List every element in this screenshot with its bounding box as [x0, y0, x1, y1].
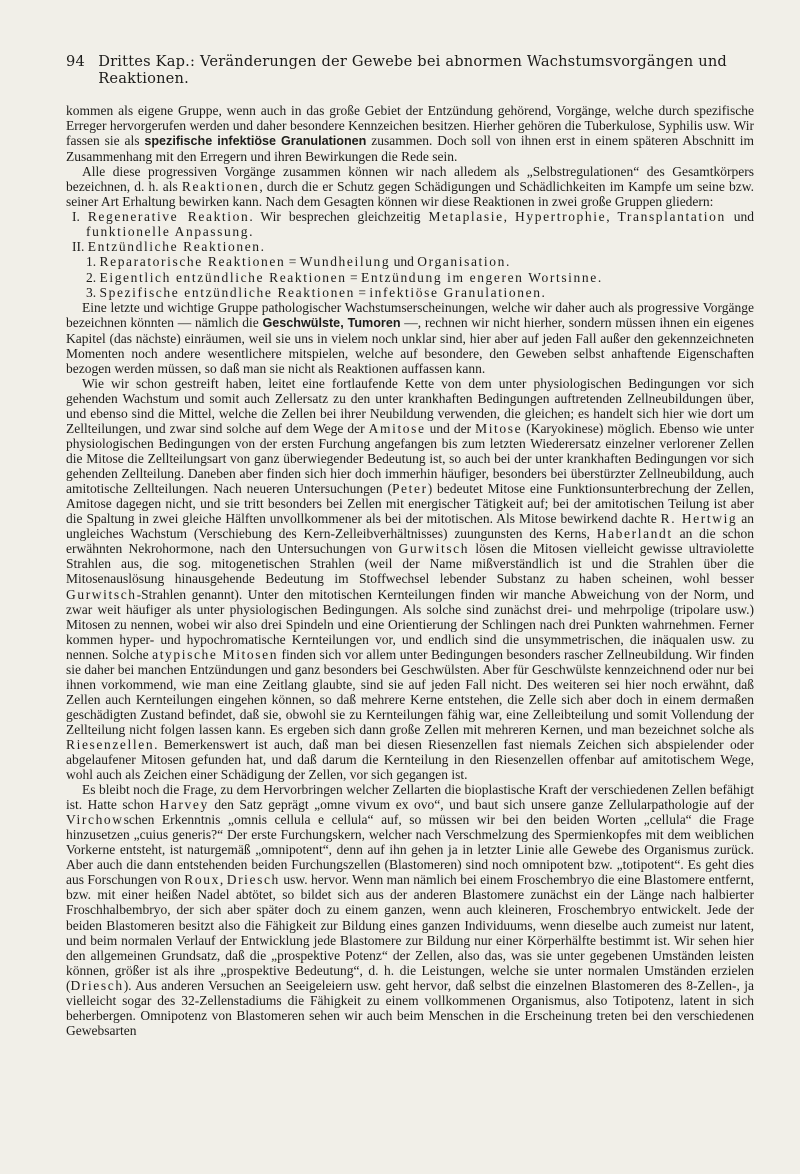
- spaced-term: Hypertrophie: [515, 209, 607, 225]
- spaced-term: Mitose: [475, 420, 523, 436]
- text-run: —, rechnen wir nicht hierher, sondern müssen ihnen ein eigenes Kapitel (das nächste) einräumen, weil sie uns in vielem noch unklar sind, hier aber auf jeden Fall außer den gekennzeichneten Momenten noch andere wesentlichere mitspielen, welche auf besondere, den Geweben selbst anhaftende Eigenschaften bezogen werden müssen, so daß man sie nicht als Reaktionen auffassen kann.: [66, 314, 754, 376]
- text-run: -Strahlen genannt). Unter den mitotischen Kernteilungen finden wir manche Abweichung von der Norm, und zwar weit häufiger als unter physiologischen Bedingungen. Als solche sind zunächst drei- und mehrpolige (tripolare usw.) Mitosen zu nennen, wobei wir also drei Spindeln und eine Orientierung der Schlingen nach drei Punkten wahrnehmen. Ferner kommen hyper- und hypochromatische Kernteilungen vor, und endlich sind die unsymmetrischen, die inäqualen usw. zu nennen. Solche: [66, 586, 754, 662]
- spaced-term: Riesenzellen: [66, 736, 155, 752]
- text-run: den Satz geprägt „omne vivum ex ovo“, und baut sich unsere ganze Zellularpathologie auf der: [208, 797, 754, 813]
- text-run: =: [354, 284, 370, 300]
- text-run: finden sich vor allem unter Bedingungen besonders rascher Zellneubildung. Wir finden sie daher bei manchen Entzündungen und ganz besonders bei Geschwülsten. Aber für Geschwülste kennzeichnend oder nur bei ihnen vorkommend, wie man eine Zeitlang glaubte, sind sie auf jeden Fall nicht. Des weiteren sei hier noch erwähnt, daß Zellen auch Kernteilungen eingehen können, so daß mehrere Kerne entstehen, die Zelle sich aber doch in einem dermaßen geschädigten Zustand befindet, daß sie, obwohl sie zu Kernteilungen fähig war, eine Zelleibteilung und somit Vollendung der Zellteilung nicht folgen lassen kann. Es ergeben sich dann große Zellen mit mehreren Kernen, und man bezeichnet solche als: [66, 646, 754, 737]
- running-header: [66, 53, 746, 87]
- body-text: [66, 103, 754, 1038]
- spaced-term: Transplantation: [617, 209, 726, 225]
- spaced-term: Spezifische entzündliche Reaktionen: [99, 284, 355, 300]
- text-run: zusammen. Doch soll von ihnen erst in einem späteren Abschnitt im Zusammenhang mit den Erregern und ihren Bewirkungen die Rede sein.: [66, 133, 755, 165]
- text-run: Eine letzte und wichtige Gruppe pathologischer Wachstumserscheinungen, welche wir daher auch als progressive Vorgänge bezeichnen könnten — nämlich die: [66, 299, 754, 330]
- text-run: ). Aus anderen Versuchen an Seeigeleiern usw. geht hervor, daß selbst die einzelnen Blastomeren des 8-Zellen-, ja vielleicht sogar des 32-Zellenstadiums die Fähigkeit zu einem vollkommenen Organismus, also Totipotenz, latent in sich beherbergen. Omnipotenz von Blastomeren sehen wir auch beim Menschen in die Erscheinung treten bei den verschiedenen Gewebsarten: [66, 977, 754, 1038]
- text-run: kommen als eigene Gruppe, wenn auch in das große Gebiet der Entzündung gehörend, Vorgänge, welche durch spezifische Erreger hervorgerufen werden und daher besondere Kennzeichen besitzen. Hierher gehören die Tuberkulose, Syphilis usw. Wir fassen sie als: [66, 103, 754, 149]
- text-run: und: [725, 209, 755, 225]
- text-run: .: [505, 254, 510, 270]
- text-run: ,: [219, 872, 227, 888]
- text-run: . Wir besprechen gleichzeitig: [249, 209, 429, 225]
- text-run: (Karyokinese) möglich. Ebenso wie unter physiologischen Bedingungen von der ersten Furchung angefangen bis zum letzten Wiederersatz einzelner verlorener Zellen die Mitose die Zellteilungsart von ganz überwiegender Bedeutung ist, so auch bei der unter krankhaften Bedingungen vor sich gehenden Zellteilung. Daneben aber finden sich hier doch immerhin häufiger, besonders bei überstürzter Zellneubildung, auch amitotische Zellteilungen. Nach neueren Untersuchungen (: [66, 420, 754, 497]
- spaced-term: Driesch: [226, 872, 280, 888]
- paragraph-2: [66, 164, 754, 209]
- spaced-term: funktionelle Anpassung: [86, 224, 250, 240]
- list-number: II.: [72, 239, 88, 255]
- text-run: =: [285, 254, 300, 270]
- text-run: =: [346, 269, 361, 285]
- bold-term: Geschwülste, Tumoren: [262, 315, 401, 330]
- list-number: 3.: [86, 284, 100, 300]
- text-run: und der: [425, 420, 476, 436]
- text-run: Wie wir schon gestreift haben, leitet eine fortlaufende Kette von dem unter physiologischen Bedingungen vor sich gehenden Wachstum und somit auch Zellersatz zu den unter krankhaften Bedingungen auftretenden Zellneubildungen über, und ebenso sind die Mittel, welche die Zellen bei ihrer Neubildung verwenden, die gleichen; es handelt sich hier wie dort um Zellteilungen, und zwar sind solche auf dem Wege der: [66, 375, 754, 436]
- spaced-term: Gurwitsch: [398, 541, 470, 557]
- spaced-term: Organisation: [417, 254, 506, 270]
- spaced-term: Wundheilung: [299, 254, 391, 270]
- text-run: und: [390, 254, 418, 270]
- spaced-term: Eigentlich entzündliche Reaktionen: [99, 269, 347, 285]
- spaced-term: Metaplasie: [428, 209, 504, 225]
- spaced-term: Gurwitsch: [66, 586, 137, 602]
- spaced-term: Peter: [391, 481, 428, 497]
- spaced-term: Haberlandt: [596, 526, 673, 542]
- text-run: .: [541, 284, 545, 300]
- text-run: .: [249, 224, 253, 240]
- paragraph-3: [66, 300, 754, 376]
- list-item: [66, 254, 754, 269]
- text-run: .: [597, 269, 602, 285]
- text-run: Alle diese progressiven Vorgänge zusammen können wir nach alledem als „Selbstregulationen“ des Gesamtkörpers bezeichnen, d. h. als: [66, 164, 754, 195]
- list-item: [66, 270, 754, 285]
- list-number: 2.: [86, 269, 100, 285]
- text-run: . Bemerkenswert ist auch, daß man bei diesen Riesenzellen fast niemals Zeichen sich abspielender oder abgelaufener Mitosen gefunden hat, und daß darum die Kernteilung in den Riesenzellen offenbar auf amitotischem Wege, wohl auch als Zeichen einer Schädigung der Zellen, vor sich gegangen ist.: [66, 736, 754, 783]
- list-number: I.: [72, 209, 88, 225]
- spaced-term: Roux: [184, 872, 220, 888]
- list-item: [66, 209, 754, 239]
- paragraph-5: [66, 782, 754, 1038]
- spaced-term: Regenerative Reaktion: [87, 209, 250, 225]
- spaced-term: Driesch: [70, 977, 124, 993]
- text-run: ,: [606, 209, 618, 225]
- spaced-term: atypische Mitosen: [152, 646, 279, 662]
- spaced-term: Harvey: [159, 797, 209, 813]
- text-run: ,: [503, 209, 516, 225]
- list-number: 1.: [86, 254, 100, 270]
- text-run: ) bedeutet Mitose eine Funktionsunterbrechung der Zellen, Amitose dagegen nicht, und sie tritt besonders bei Zellen mit energischer Tätigkeit auf; bei der amitotischen Teilung ist aber die Spaltung in zwei gleiche Hälften unvollkommener als bei der mitotischen. Als Mitose bewirkend dachte: [66, 481, 754, 527]
- text-run: lösen die Mitosen vielleicht gewisse ultraviolette Strahlen aus, die sog. mitogenetischen Strahlen (weil der Name mißverständlich ist und die Strahlen über die Mitosenauslösung hinausgehende Bedeutung im Stoffwechsel lebender Substanz zu haben scheinen, wohl besser: [66, 541, 754, 587]
- text-run: an die schon erwähnten Nekrohormone, nach den Untersuchungen von: [66, 526, 755, 557]
- text-run: schen Erkenntnis „omnis cellula e cellula“ auf, so müssen wir bei den beiden Worten „cellula“ die Frage hinzusetzen „cuius generis?“ Der erste Furchungskern, welcher nach Verschmelzung des Spermienkopfes mit dem weiblichen Vorkerne entsteht, ist naturgemäß „omnipotent“, denn auf ihn gehen ja in letzter Linie alle Gewebe des Organismus zurück. Aber auch die dann entstehenden beiden Furchungszellen (Blastomeren) sind noch omnipotent bzw. „totipotent“. Es geht dies aus Forschungen von: [66, 812, 754, 888]
- spaced-term: Entzündung im engeren Wortsinne: [360, 269, 598, 285]
- list-item: [66, 239, 754, 254]
- text-run: , durch die er Schutz gegen Schädigungen und Schädlichkeiten im Kampfe um seine bzw. seiner Art Erhaltung bewirken kann. Nach dem Gesagten können wir diese Reaktionen in zwei große Gruppen gliedern:: [66, 179, 754, 210]
- paragraph-1: [66, 103, 754, 164]
- spaced-term: R. Hertwig: [660, 511, 738, 527]
- spaced-term: infektiöse Granulationen: [369, 284, 542, 300]
- spaced-term: Reparatorische Reaktionen: [99, 254, 286, 270]
- text-run: .: [260, 239, 265, 255]
- spaced-term: Amitose: [368, 420, 426, 436]
- text-run: Es bleibt noch die Frage, zu dem Hervorbringen welcher Zellarten die bioplastische Kraft der verschiedenen Zellen befähigt ist. Hatte schon: [66, 782, 754, 813]
- page-number: 94: [66, 53, 85, 70]
- spaced-term: Virchow: [66, 812, 124, 828]
- classification-list: [66, 209, 754, 299]
- text-run: an ungleiches Wachstum (Verschiebung des Kern-Zelleibverhältnisses) zuungunsten des Kerns,: [66, 511, 755, 542]
- bold-term: spezifische infektiöse Granulationen: [144, 134, 367, 149]
- spaced-term: Reaktionen: [181, 179, 260, 195]
- running-title: Drittes Kap.: Veränderungen der Gewebe bei abnormen Wachstumsvorgängen und Reaktionen.: [98, 53, 727, 87]
- spaced-term: Entzündliche Reaktionen: [87, 239, 261, 255]
- text-run: usw. hervor. Wenn man nämlich bei einem Froschembryo die eine Blastomere entfernt, bzw. mit einer heißen Nadel abtötet, so bildet sich aus der anderen Blastomere zunächst ein der Länge nach halbierter Froschhalbembryo, der sich aber später doch zu einem ganzen, wenn auch kleineren, Froschembryo entwickelt. Jede der beiden Blastomeren besitzt also die Fähigkeit zur Bildung eines ganzen Individuums, wenn dieselbe auch zumeist nur latent, und beim normalen Verlauf der Entwicklung jede Blastomere zur Bildung nur einer Körperhälfte bestimmt ist. Wir sehen hier den allgemeinen Grundsatz, daß die „prospektive Potenz“ der Zellen, also das, was sie unter gegebenen Umständen leisten können, größer ist als ihre „prospektive Bedeutung“, d. h. die Leistungen, welche sie unter normalen Umständen erzielen (: [66, 872, 754, 993]
- list-item: [66, 285, 754, 300]
- paragraph-4: [66, 376, 754, 782]
